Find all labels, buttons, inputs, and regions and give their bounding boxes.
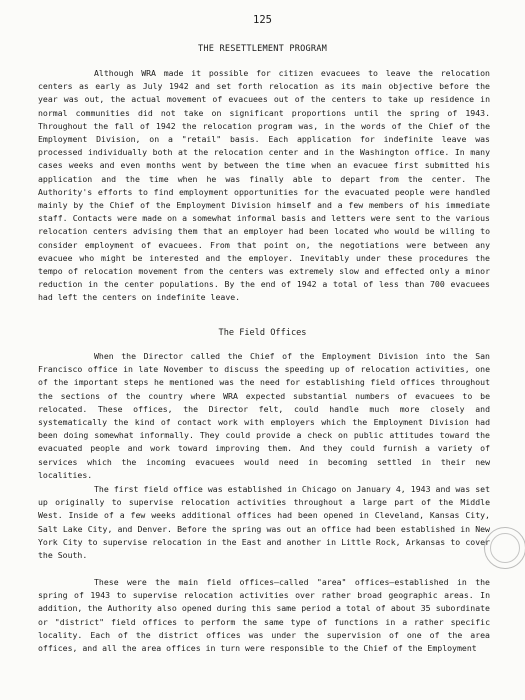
body-paragraph-1: Although WRA made it possible for citizen evacuees to leave the relocation centers as early as July 1942 and set forth relocation as its main objective before the year was out, the actual movement of evacuees out of the centers to take up residence in normal communities did not take on significant proportions until the spring of 1943. Throughout the fall of 1942 the relocation program was, in the words of the Chief of the Employment Division, on a "retail" basis. Each application for indefinite leave was processed individually both at the relocation center and in the Washington office. In many cases weeks and even months went by between the time when an evacuee first submitted his application and the time when he was finally able to depart from the center. The Authority's efforts to find employment opportunities for the evacuated people were handled mainly by the Chief of the Employment Division himself and a few members of his immediate staff. Contacts were made on a somewhat informal basis and letters were sent to the various relocation centers advising them that an employer had been located who would be willing to consider employment of evacuees. From that point on, the negotiations were between any evacuee who might be interested and the employer. Inevitably under these procedures the tempo of relocation movement from the centers was extremely slow and effected only a minor reduction in the center populations. By the end of 1942 a total of less than 700 evacuees had left the centers on indefinite leave. <box>38 68 490 303</box>
body-paragraph-2: When the Director called the Chief of the Employment Division into the San Francisco office in late November to discuss the speeding up of relocation activities, one of the important steps he mentioned was the need for establishing field offices throughout the sections of the country where WRA expected substantial numbers of evacuees to be relocated. These offices, the Director felt, could handle much more closely and systematically the kind of contact work with employers which the Employment Division had been doing somewhat informally. They could provide a check on public attitudes toward the evacuated people and work toward improving them. And they could furnish a variety of services which the incoming evacuees would need in becoming settled in their new localities. <box>38 351 490 480</box>
page-number: 125 <box>253 14 272 26</box>
body-paragraph-4: These were the main field offices—called "area" offices—established in the spring of 1943 to supervise relocation activities over rather broad geographic areas. In addition, the Authority also opened during this same period a total of about 35 subordinate or "district" field offices to perform the same type of functions in a rather specific locality. Each of the district offices was under the supervision of one of the area offices, and all the area offices in turn were responsible to the Chief of the Employment <box>38 577 490 654</box>
archive-stamp-icon <box>484 527 525 569</box>
body-paragraph-3: The first field office was established in Chicago on January 4, 1943 and was set up originally to supervise relocation activities throughout a large part of the Middle West. Inside of a few weeks additional offices had been opened in Cleveland, Kansas City, Salt Lake City, and Denver. Before the spring was out an office had been established in New York City to supervise relocation in the East and another in Little Rock, Arkansas to cover the South. <box>38 484 490 561</box>
section-heading: The Field Offices <box>218 328 307 338</box>
page-title: THE RESETTLEMENT PROGRAM <box>198 44 327 54</box>
